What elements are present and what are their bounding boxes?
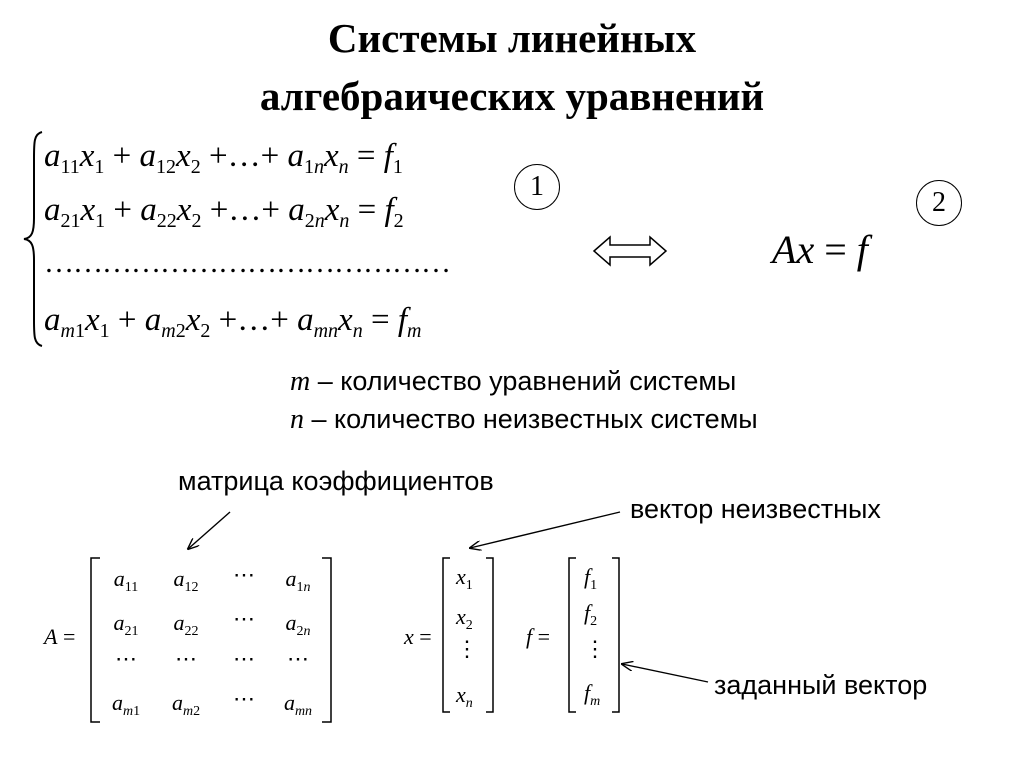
matrix-form-equation: Ax = f (772, 227, 868, 272)
vector-x-vdots: ⋮ (456, 636, 478, 661)
matrix-a-cell: $a_{21}$ (113, 610, 139, 639)
vector-f-right-bracket (610, 556, 622, 714)
matrix-a-cell: ⋯ (233, 562, 255, 587)
vector-x-item-n: $x_n$ (456, 682, 473, 711)
vector-f-vdots: ⋮ (584, 636, 606, 661)
given-vector-arrow-icon (622, 664, 708, 682)
unknowns-vector-arrow-icon (470, 512, 620, 548)
vector-f-lhs: f = (526, 624, 551, 649)
matrix-a-cell: ⋯ (233, 686, 255, 711)
given-vector-label: заданный вектор (714, 670, 928, 700)
equation-label-1: 1 (514, 164, 560, 210)
equation-row-1: $a_{11}x_1 + a_{12}x_2$ +…+ $a_{1n}x_n = f_1$ (44, 138, 403, 178)
vector-f-item-2: $f_2$ (584, 600, 598, 629)
vector-f-item-m: $f_m$ (584, 680, 601, 709)
matrix-a-cell: ⋯ (115, 646, 137, 671)
vector-x-right-bracket (484, 556, 496, 714)
vector-x-lhs: x = (404, 624, 432, 649)
vector-x-item-1: $x_1$ (456, 564, 473, 593)
matrix-a-cell: $a_{2n}$ (285, 610, 311, 639)
slide-title-line-2: алгебраических уравнений (259, 73, 765, 119)
matrix-a-cell: $a_{12}$ (173, 566, 199, 595)
vector-f-left-bracket (566, 556, 578, 714)
matrix-a-cell: $a_{mn}$ (283, 690, 313, 719)
equation-row-2: $a_{21}x_1 + a_{22}x_2$ +…+ $a_{2n}x_n = f_2$ (44, 192, 404, 232)
matrix-a-cell: ⋯ (287, 646, 309, 671)
coef-matrix-label: матрица коэффициентов (178, 466, 494, 496)
note-m: m – количество уравнений системы (290, 366, 737, 397)
unknowns-vector-label: вектор неизвестных (630, 494, 881, 524)
matrix-a-cell: $a_{1n}$ (285, 566, 311, 595)
coef-matrix-arrow-icon (188, 512, 230, 549)
equation-row-m: $a_{m1}x_1 + a_{m2}x_2$ +…+ $a_{mn}x_n = f_m$ (44, 302, 422, 342)
matrix-a-cell: $a_{m2}$ (171, 690, 201, 719)
matrix-a-cell: $a_{11}$ (113, 566, 139, 595)
vector-x-left-bracket (440, 556, 452, 714)
matrix-a-cell: ⋯ (233, 606, 255, 631)
matrix-a-cell: ⋯ (175, 646, 197, 671)
equation-label-2: 2 (916, 180, 962, 226)
matrix-a-body (96, 556, 326, 724)
note-n: n – количество неизвестных системы (290, 404, 758, 435)
matrix-a-lhs: A = (44, 624, 76, 649)
vector-f-item-1: $f_1$ (584, 564, 598, 593)
matrix-a-cell: $a_{22}$ (173, 610, 199, 639)
vector-x-item-2: $x_2$ (456, 604, 473, 633)
matrix-a-cell: ⋯ (233, 646, 255, 671)
equation-dots-row: …………………………………… (44, 246, 450, 279)
slide-title-line-1: Системы линейных (327, 15, 697, 61)
matrix-a-cell: $a_{m1}$ (111, 690, 141, 719)
